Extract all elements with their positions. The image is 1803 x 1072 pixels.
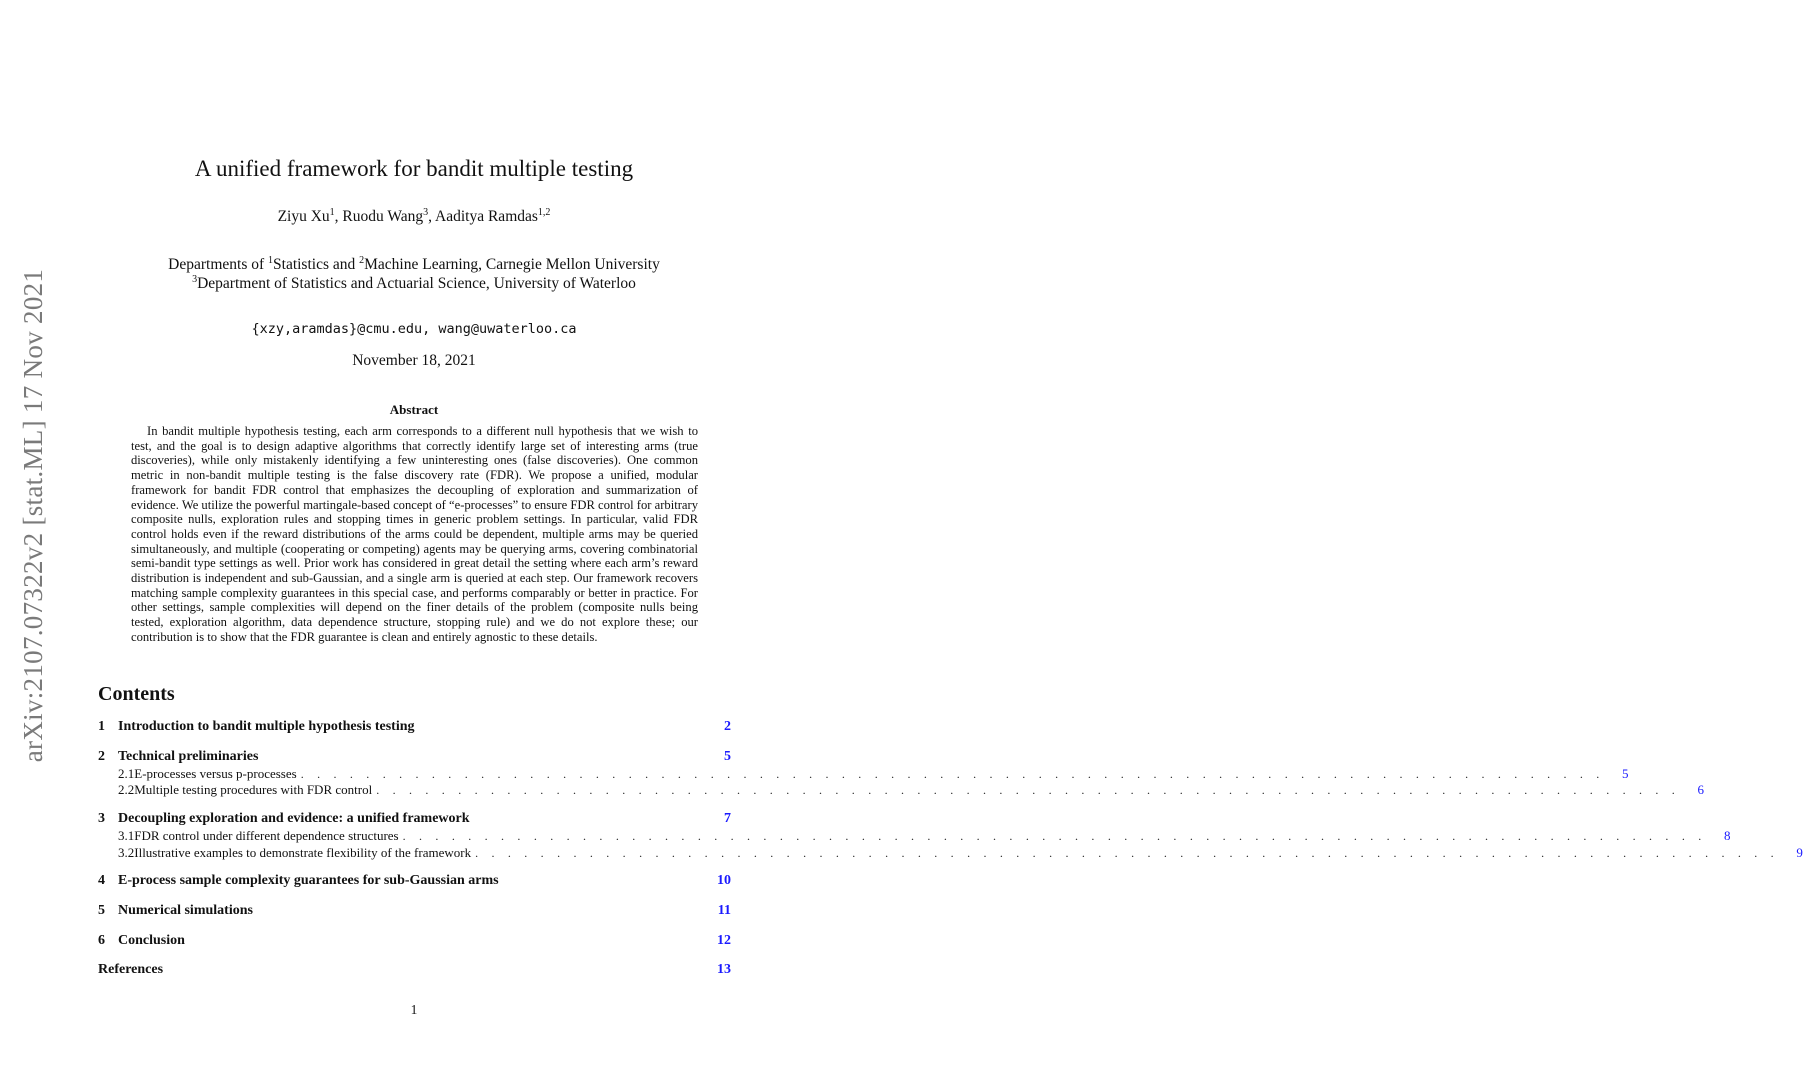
toc-page-link[interactable]: 6 [1697,782,1705,797]
toc-entry-title[interactable]: Introduction to bandit multiple hypothesis testing [118,719,415,734]
toc-leader-dots: . . . . . . . . . . . . . . . . . . . . . . . . . . . . . . . . . . . . . . . . . . . . . . . . . . . . . . . . . . . . . . . . . . . . . . . . . . . . . . . . [475,846,1779,860]
toc-entry-number: 1 [98,719,105,734]
toc-leader-dots: . . . . . . . . . . . . . . . . . . . . . . . . . . . . . . . . . . . . . . . . . . . . . . . . . . . . . . . . . . . . . . . . . . . . . . . . . . . . . . . . [300,767,1605,781]
affiliation-part: Machine Learning, Carnegie Mellon University [364,256,660,273]
toc-subsection-entry[interactable] [98,782,1705,800]
toc-page-link[interactable]: 8 [1723,828,1731,843]
toc-entry-title[interactable]: Multiple testing procedures with FDR control [134,782,373,797]
author-affil-mark: 1 [329,206,335,218]
toc-entry-title[interactable]: Decoupling exploration and evidence: a unified framework [118,811,470,826]
toc-entry-number: 2 [98,749,105,764]
toc-entry-number: 2.1 [118,766,135,781]
author-affil-mark: 1,2 [537,206,551,218]
toc-entry-title[interactable]: E-process sample complexity guarantees for sub-Gaussian arms [118,873,499,888]
toc-subsection-entry[interactable] [98,845,1803,863]
toc-entry-number: 3.1 [118,828,135,843]
toc-page-link[interactable]: 12 [717,933,731,948]
toc-entry-title[interactable]: References [98,962,164,977]
contents-heading: Contents [98,683,175,705]
author-emails: {xzy,aramdas}@cmu.edu, wang@uwaterloo.ca [251,321,577,337]
toc-page-link[interactable]: 11 [717,903,731,918]
toc-entry-title[interactable]: Numerical simulations [118,903,253,918]
toc-entry-title[interactable]: Illustrative examples to demonstrate flexibility of the framework [134,845,472,860]
author-name: Ziyu Xu [277,208,330,225]
toc-entry-title[interactable]: E-processes versus p-processes [134,766,297,781]
affiliation-line-1 [0,256,828,274]
toc-entry-number: 4 [98,873,105,888]
toc-leader-dots: . . . . . . . . . . . . . . . . . . . . . . . . . . . . . . . . . . . . . . . . . . . . . . . . . . . . . . . . . . . . . . . . . . . . . . . . . . . . . . . . [402,829,1707,843]
paper-date: November 18, 2021 [352,352,476,369]
toc-section-entry[interactable] [98,903,731,921]
abstract-heading: Abstract [389,402,439,417]
toc-section-entry[interactable] [98,873,731,891]
toc-section-entry[interactable] [98,962,731,980]
toc-page-link[interactable]: 2 [724,719,731,734]
author-name: Ruodu Wang [342,208,424,225]
toc-page-link[interactable]: 5 [1622,766,1629,781]
toc-leader-dots: . . . . . . . . . . . . . . . . . . . . . . . . . . . . . . . . . . . . . . . . . . . . . . . . . . . . . . . . . . . . . . . . . . . . . . . . . . . . . . . . [376,783,1681,797]
paper-title: A unified framework for bandit multiple testing [194,156,634,181]
toc-entry-number: 5 [98,903,105,918]
toc-entry-title[interactable]: Conclusion [118,933,185,948]
toc-section-entry[interactable] [98,719,731,737]
toc-entry-number: 3 [98,811,105,826]
arxiv-stamp [12,268,56,762]
toc-section-entry[interactable] [98,811,731,829]
author-name: Aaditya Ramdas [435,208,538,225]
toc-entry-title[interactable]: FDR control under different dependence structures [134,828,399,843]
toc-section-entry[interactable] [98,933,731,951]
affiliation-prefix: Departments of [168,256,269,273]
arxiv-stamp-text: arXiv:2107.07322v2 [stat.ML] 17 Nov 2021 [18,268,49,762]
toc-entry-number: 2.2 [118,782,135,797]
abstract-body: In bandit multiple hypothesis testing, each arm corresponds to a different null hypothesis that we wish to test, and the goal is to design adaptive algorithms that correctly identify large set of interesting arms (true discoveries), while only mistakenly identifying a few uninteresting ones (false discoveries). One common metric in non-bandit multiple testing is the false discovery rate (FDR). We propose a unified, modular framework for bandit FDR control that emphasizes the decoupling of exploration and summarization of evidence. We utilize the powerful martingale-based concept of “e-processes” to ensure FDR control for arbitrary composite nulls, exploration rules and stopping times in generic problem settings. In particular, valid FDR control holds even if the reward distributions of the arms could be dependent, multiple arms may be queried simultaneously, and multiple (cooperating or competing) agents may be querying arms, covering combinatorial semi-bandit type settings as well. Prior work has considered in great detail the setting where each arm’s reward distribution is independent and sub-Gaussian, and a single arm is queried at each step. Our framework recovers matching sample complexity guarantees in this special case, and performs comparably or better in practice. For other settings, sample complexities will depend on the finer details of the problem (composite nulls being tested, exploration algorithm, data dependence structure, stopping rule) and we do not explore these; our contribution is to show that the FDR guarantee is clean and entirely agnostic to these details. [131,424,698,644]
toc-page-link[interactable]: 10 [717,873,731,888]
toc-page-link[interactable]: 5 [724,749,731,764]
toc-entry-number: 6 [98,933,105,948]
toc-page-link[interactable]: 9 [1796,845,1803,860]
toc-page-link[interactable]: 13 [717,962,731,977]
toc-section-entry[interactable] [98,749,731,767]
author-affil-mark: 3 [423,206,429,218]
toc-entry-number: 3.2 [118,845,135,860]
toc-subsection-entry[interactable] [98,828,1731,846]
affiliation-part: Statistics and [273,256,360,273]
toc-page-link[interactable]: 7 [724,811,731,826]
page-number: 1 [410,1002,418,1017]
toc-entry-title[interactable]: Technical preliminaries [118,749,259,764]
affiliation-part: Department of Statistics and Actuarial Science, University of Waterloo [197,275,636,292]
affil-mark: 1 [268,254,274,266]
author-list: Ziyu Xu$^1$, Ruodu Wang$^3$, Aaditya Ramdas$^{1,2}$ [277,206,551,225]
affiliation-line-2 [0,275,828,293]
affil-mark: 3 [192,273,198,285]
affil-mark: 2 [359,254,365,266]
